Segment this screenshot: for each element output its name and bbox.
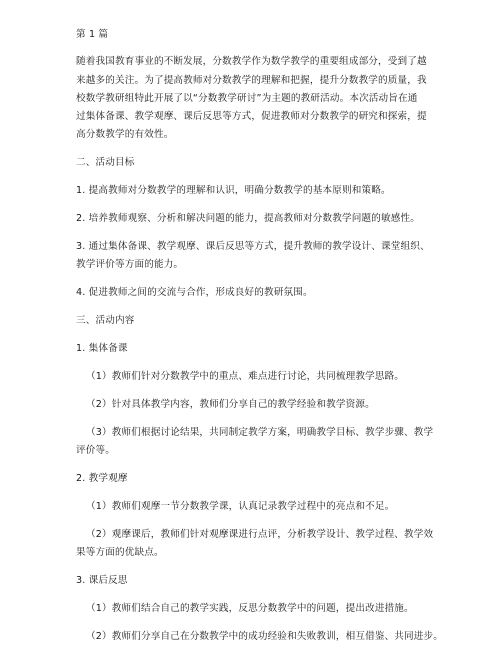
goal-item-continued: 教学评价等方面的能力。: [76, 259, 184, 270]
intro-line: 校数学教研组特此开展了以“分数教学研讨”为主题的教研活动。本次活动旨在通: [76, 93, 418, 104]
subheading: 1. 集体备课: [76, 343, 128, 354]
content-item: （1）教师们结合自己的教学实践，反思分数教学中的问题，提出改进措施。: [86, 603, 414, 614]
content-item: （2）观摩课后，教师们针对观摩课进行点评，分析教学设计、教学过程、教学效: [86, 529, 434, 540]
goal-item: 4. 促进教师之间的交流与合作，形成良好的教研氛围。: [76, 287, 313, 298]
heading-content: 三、活动内容: [76, 315, 135, 326]
content-item: （2）教师们分享自己在分数教学中的成功经验和失败教训，相互借鉴、共同进步。: [86, 631, 444, 642]
goal-item: 1. 提高教师对分数教学的理解和认识，明确分数教学的基本原则和策略。: [76, 185, 391, 196]
subheading: 3. 课后反思: [76, 575, 128, 586]
content-item-continued: 评价等。: [76, 445, 115, 456]
content-item: （1）教师们观摩一节分数教学课，认真记录教学过程中的亮点和不足。: [86, 501, 395, 512]
intro-line: 高分数教学的有效性。: [76, 129, 174, 140]
content-item: （3）教师们根据讨论结果，共同制定教学方案，明确教学目标、教学步骤、教学: [86, 427, 434, 438]
intro-line: 来越多的关注。为了提高教师对分数教学的理解和把握，提升分数教学的质量，我: [76, 75, 427, 86]
subheading: 2. 教学观摩: [76, 473, 128, 484]
intro-line: 随着我国教育事业的不断发展，分数教学作为数学教学的重要组成部分，受到了越: [76, 56, 427, 67]
content-item-continued: 果等方面的优缺点。: [76, 547, 164, 558]
goal-item: 2. 培养教师观察、分析和解决问题的能力，提高教师对分数教学问题的敏感性。: [76, 213, 420, 224]
heading-goals: 二、活动目标: [76, 157, 135, 168]
intro-line: 过集体备课、教学观摩、课后反思等方式，促进教师对分数教学的研究和探索，提: [76, 111, 427, 122]
content-item: （2）针对具体教学内容，教师们分享自己的教学经验和教学资源。: [86, 399, 375, 410]
goal-item: 3. 通过集体备课、教学观摩、课后反思等方式，提升教师的教学设计、课堂组织、: [76, 241, 430, 252]
content-item: （1）教师们针对分数教学中的重点、难点进行讨论，共同梳理教学思路。: [86, 371, 405, 382]
section-title: 第 1 篇: [76, 29, 109, 40]
